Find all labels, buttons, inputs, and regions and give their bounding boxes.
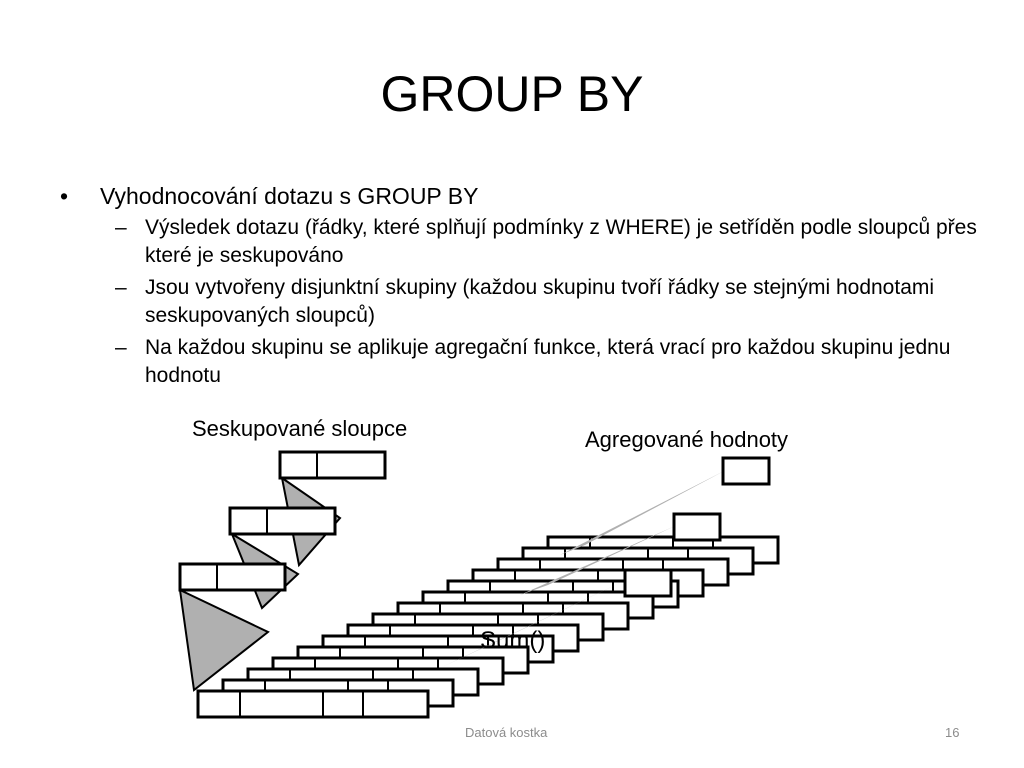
slide-title: GROUP BY	[380, 66, 644, 122]
aggregated-value-box	[625, 570, 671, 596]
aggregated-values-label: Agregované hodnoty	[585, 427, 789, 452]
row-outline	[198, 691, 428, 717]
bullet-marker: •	[60, 183, 69, 209]
page-number: 16	[945, 725, 960, 740]
dash-marker: –	[115, 336, 127, 359]
footer-title: Datová kostka	[465, 725, 548, 740]
sub-bullet-text: Jsou vytvořeny disjunktní skupiny (každou skupinu tvoří řádky se stejnými hodnotami seskupovaných sloupců)	[145, 276, 935, 327]
sub-bullet-text: Výsledek dotazu (řádky, které splňují podmínky z WHERE) je setříděn podle sloupců přes které je seskupováno	[145, 216, 977, 267]
group-key-box	[230, 508, 335, 608]
bullet-text: Vyhodnocování dotazu s GROUP BY	[100, 183, 479, 209]
table-row	[198, 691, 428, 717]
aggregated-value-box	[674, 514, 720, 540]
sum-function-label: Sum()	[480, 627, 546, 654]
group-key-cells	[280, 452, 385, 478]
dash-marker: –	[115, 276, 127, 299]
grouped-columns-label: Seskupované sloupce	[192, 416, 408, 441]
sub-bullet-text: Na každou skupinu se aplikuje agregační funkce, která vrací pro každou skupinu jednu hodnotu	[145, 336, 951, 387]
group-key-cells	[180, 564, 285, 590]
dash-marker: –	[115, 216, 127, 239]
group-key-cells	[230, 508, 335, 534]
aggregated-value-box	[723, 458, 769, 484]
